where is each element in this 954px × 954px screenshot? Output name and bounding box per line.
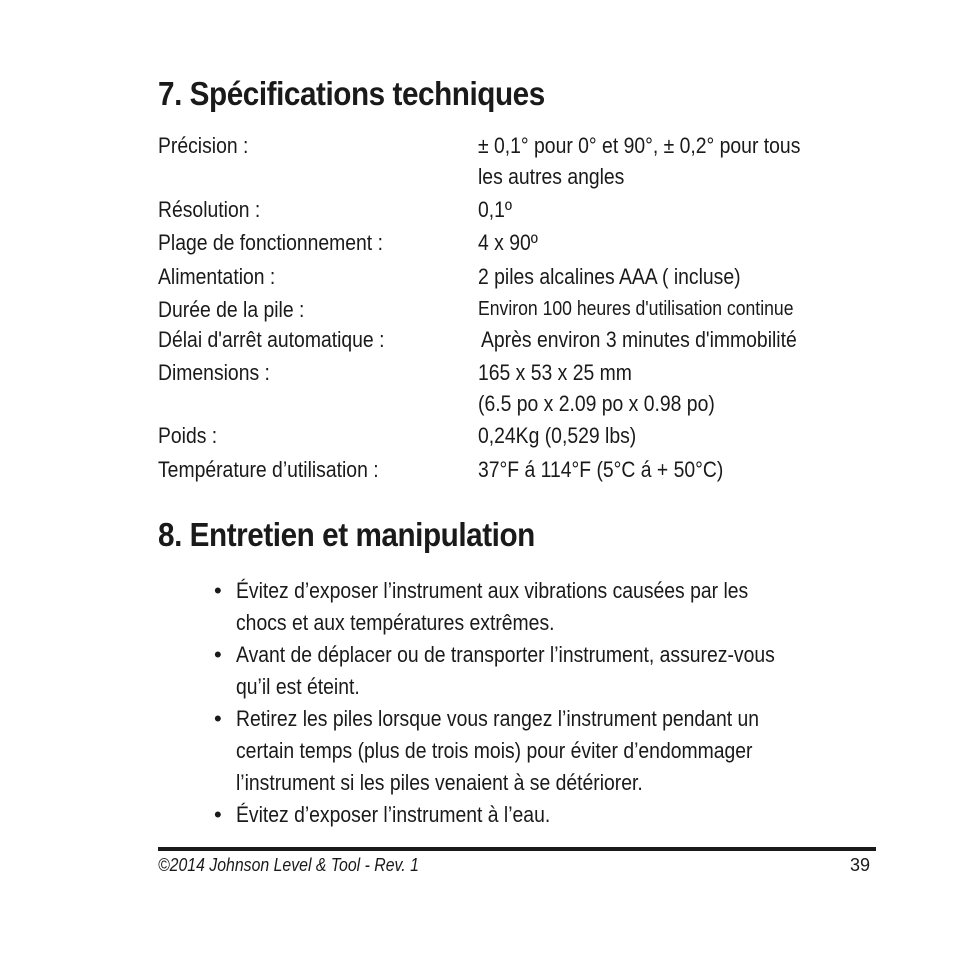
spec-value: 4 x 90º (478, 230, 538, 255)
spec-label: Délai d'arrêt automatique : (158, 327, 385, 352)
list-item (214, 799, 894, 831)
list-item (214, 639, 894, 703)
spec-label: Alimentation : (158, 264, 276, 289)
footer-copyright: ©2014 Johnson Level & Tool - Rev. 1 (158, 855, 419, 875)
spec-value: Après environ 3 minutes d'immobilité (481, 327, 797, 352)
list-item-text: Avant de déplacer ou de transporter l’instrument, assurez-vous qu’il est éteint. (236, 642, 775, 699)
spec-value: 0,24Kg (0,529 lbs) (478, 423, 637, 448)
list-item (214, 575, 894, 639)
list-item-text: Évitez d’exposer l’instrument aux vibrations causées par les chocs et aux températures extrêmes. (236, 578, 749, 635)
care-list (214, 575, 894, 831)
page-number: 39 (849, 855, 870, 875)
spec-label: Poids : (158, 423, 218, 448)
section-7-title: 7. Spécifications techniques (158, 75, 545, 112)
list-item-text: Évitez d’exposer l’instrument à l’eau. (236, 802, 551, 827)
list-item (214, 703, 894, 799)
spec-label: Dimensions : (158, 360, 270, 385)
spec-label: Température d’utilisation : (158, 457, 379, 482)
bullet-icon: • (214, 642, 222, 667)
spec-label: Précision : (158, 133, 249, 158)
footer-divider (158, 847, 876, 851)
spec-label: Plage de fonctionnement : (158, 230, 383, 255)
spec-value: 2 piles alcalines AAA ( incluse) (478, 264, 741, 289)
spec-value: 165 x 53 x 25 mm (6.5 po x 2.09 po x 0.98 po) (478, 360, 715, 416)
bullet-icon: • (214, 706, 222, 731)
spec-value: Environ 100 heures d'utilisation continue (478, 298, 794, 320)
spec-value: ± 0,1° pour 0° et 90°, ± 0,2° pour tous les autres angles (478, 133, 801, 189)
bullet-icon: • (214, 578, 222, 603)
spec-value: 37°F á 114°F (5°C á + 50°C) (478, 457, 724, 482)
spec-label: Durée de la pile : (158, 297, 305, 322)
list-item-text: Retirez les piles lorsque vous rangez l’instrument pendant un certain temps (plus de trois mois) pour éviter d’endommager l’instrument si les piles venaient à se détériorer. (236, 706, 760, 795)
spec-value: 0,1º (478, 197, 512, 222)
bullet-icon: • (214, 802, 222, 827)
manual-page (158, 0, 876, 954)
spec-label: Résolution : (158, 197, 261, 222)
section-8-title: 8. Entretien et manipulation (158, 516, 535, 553)
